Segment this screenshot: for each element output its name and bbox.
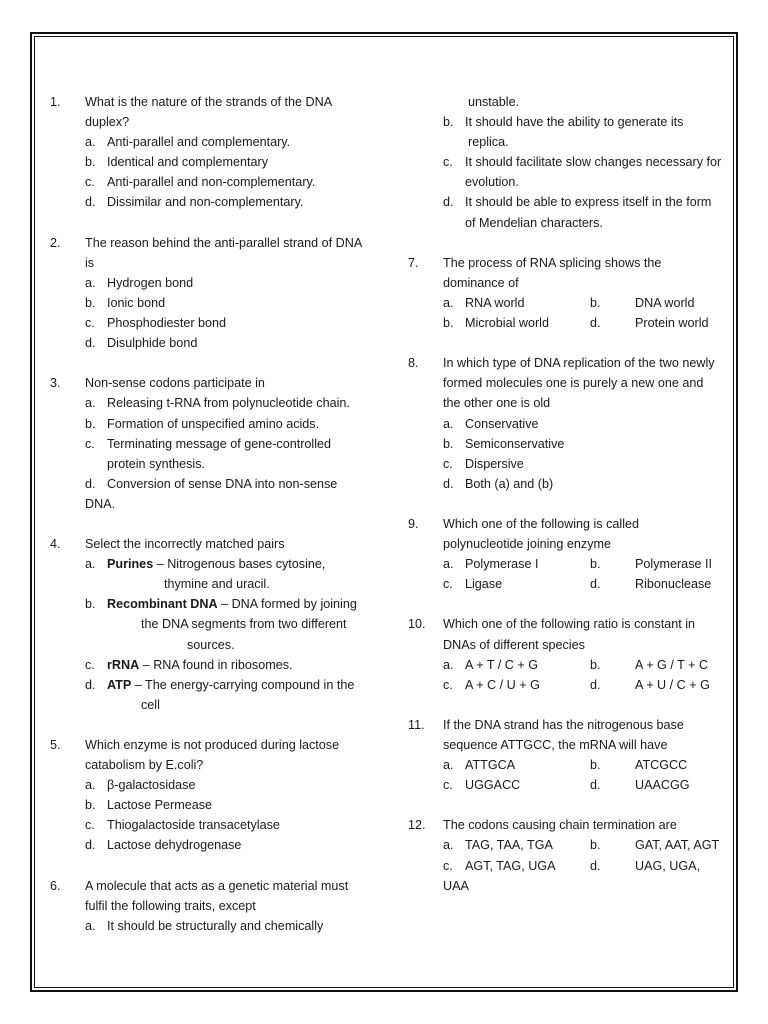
option-d: d. UAG, UGA, xyxy=(590,858,701,873)
term-rrna: rRNA xyxy=(107,657,140,672)
question-text: sequence ATTGCC, the mRNA will have xyxy=(443,738,668,752)
right-column xyxy=(408,92,728,896)
question-number: 2. xyxy=(50,235,61,250)
option-c: c. UGGACC xyxy=(443,778,521,793)
option-c: b. Microbial world xyxy=(443,316,549,331)
option-b: b. Polymerase II xyxy=(590,557,712,572)
option-a: a. It should be structurally and chemically xyxy=(85,918,324,933)
option-b: b. Identical and complementary xyxy=(85,155,269,170)
option-d-continued: of Mendelian characters. xyxy=(465,215,603,230)
option-d: d. Disulphide bond xyxy=(85,336,198,351)
option-a: a. Releasing t-RNA from polynucleotide chain. xyxy=(85,396,350,411)
option-c: c. Terminating message of gene-controlled xyxy=(85,436,332,451)
option-b-continued-2: sources. xyxy=(187,637,235,652)
question-text: A molecule that acts as a genetic material must xyxy=(85,878,349,893)
question-number: 4. xyxy=(50,537,61,552)
option-d: d. Lactose dehydrogenase xyxy=(85,838,242,853)
option-d: d. Dissimilar and non-complementary. xyxy=(85,195,304,210)
question-6-continued xyxy=(408,92,728,233)
question-text: dominance of xyxy=(443,275,519,290)
option-d: d. Conversion of sense DNA into non-sense xyxy=(85,476,338,491)
option-b: b. DNA world xyxy=(590,295,695,310)
option-b: b. Semiconservative xyxy=(443,436,565,451)
question-2 xyxy=(50,233,375,354)
question-10 xyxy=(408,614,728,694)
question-number: 5. xyxy=(50,738,61,752)
question-12 xyxy=(408,815,728,895)
question-text: Which one of the following ratio is constant in xyxy=(443,617,696,632)
option-b: b. Formation of unspecified amino acids. xyxy=(85,416,320,431)
option-a: a. Hydrogen bond xyxy=(85,275,194,290)
option-d: d. ATP – The energy-carrying compound in the xyxy=(85,677,355,692)
question-text: If the DNA strand has the nitrogenous base xyxy=(443,717,684,732)
question-number: 1. xyxy=(50,95,61,109)
option-c: c. Thiogalactoside transacetylase xyxy=(85,818,280,833)
question-7 xyxy=(408,253,728,333)
option-b: b. GAT, AAT, AGT xyxy=(590,838,720,853)
question-text: catabolism by E.coli? xyxy=(85,758,204,773)
option-c-continued: protein synthesis. xyxy=(107,456,206,471)
option-a: a. Anti-parallel and complementary. xyxy=(85,135,291,150)
question-text: What is the nature of the strands of the DNA xyxy=(85,95,333,109)
question-6 xyxy=(50,876,375,936)
option-b: b. Recombinant DNA – DNA formed by joining xyxy=(85,597,357,612)
option-d: d. Ribonuclease xyxy=(590,577,712,592)
option-c: c. It should facilitate slow changes necessary for xyxy=(443,155,722,170)
option-d: d. It should be able to express itself in the form xyxy=(443,195,712,210)
left-column xyxy=(50,92,375,936)
question-text: duplex? xyxy=(85,115,130,130)
option-b: b. Lactose Permease xyxy=(85,798,213,813)
option-a: a. Polymerase I xyxy=(443,557,539,572)
option-c: c. AGT, TAG, UGA xyxy=(443,858,556,873)
option-a: a. β-galactosidase xyxy=(85,778,196,793)
option-a: a. Purines – Nitrogenous bases cytosine, xyxy=(85,557,326,572)
term-recombinant-dna: Recombinant DNA xyxy=(107,597,218,612)
question-text: In which type of DNA replication of the two newly xyxy=(443,356,715,371)
option-a: a. TAG, TAA, TGA xyxy=(443,838,553,853)
question-text: fulfil the following traits, except xyxy=(85,898,256,913)
question-number: 10. xyxy=(408,617,426,632)
question-number: 9. xyxy=(408,516,419,531)
question-1 xyxy=(50,92,375,213)
option-a: a. RNA world xyxy=(443,295,525,310)
term-purines: Purines xyxy=(107,557,154,572)
question-number: 7. xyxy=(408,255,419,270)
question-text: polynucleotide joining enzyme xyxy=(443,537,612,552)
option-d: d. UAACGG xyxy=(590,778,690,793)
term-atp: ATP xyxy=(107,677,132,692)
question-number: 11. xyxy=(408,717,425,732)
option-d: d. Protein world xyxy=(590,316,709,331)
question-9 xyxy=(408,514,728,594)
question-text: The codons causing chain termination are xyxy=(443,818,677,833)
question-text: Non-sense codons participate in xyxy=(85,376,265,391)
question-text: The reason behind the anti-parallel strand of DNA xyxy=(85,235,363,250)
option-b: b. ATCGCC xyxy=(590,758,688,773)
option-b: b. Ionic bond xyxy=(85,295,166,310)
option-a: a. Conservative xyxy=(443,416,539,431)
question-8 xyxy=(408,353,728,494)
question-number: 8. xyxy=(408,356,419,371)
question-number: 12. xyxy=(408,818,426,833)
option-a: a. ATTGCA xyxy=(443,758,516,773)
question-number: 6. xyxy=(50,878,61,893)
question-text: The process of RNA splicing shows the xyxy=(443,255,662,270)
option-a-continued: unstable. xyxy=(468,95,520,109)
option-b-continued: replica. xyxy=(468,135,509,150)
question-text: formed molecules one is purely a new one and xyxy=(443,376,704,391)
question-number: 3. xyxy=(50,376,61,391)
option-c: c. Phosphodiester bond xyxy=(85,316,227,331)
option-d-continued: UAA xyxy=(443,878,469,893)
option-a-continued: thymine and uracil. xyxy=(164,577,270,592)
question-text: is xyxy=(85,255,95,270)
question-text: Which enzyme is not produced during lactose xyxy=(85,738,340,752)
option-c: c. A + C / U + G xyxy=(443,677,540,692)
option-d-continued: DNA. xyxy=(85,496,116,511)
question-3 xyxy=(50,373,375,514)
option-c: c. rRNA – RNA found in ribosomes. xyxy=(85,657,293,672)
option-c: c. Anti-parallel and non-complementary. xyxy=(85,175,316,190)
question-text: Select the incorrectly matched pairs xyxy=(85,537,285,552)
question-text: the other one is old xyxy=(443,396,551,411)
question-text: Which one of the following is called xyxy=(443,516,640,531)
question-4 xyxy=(50,534,375,715)
option-c: c. Ligase xyxy=(443,577,503,592)
option-b-continued: the DNA segments from two different xyxy=(141,617,347,632)
question-5 xyxy=(50,735,375,856)
option-d: d. Both (a) and (b) xyxy=(443,476,554,491)
option-d-continued: cell xyxy=(141,697,160,712)
option-a: a. A + T / C + G xyxy=(443,657,539,672)
option-b: b. It should have the ability to generate its xyxy=(443,115,684,130)
question-11 xyxy=(408,715,728,795)
option-c-continued: evolution. xyxy=(465,175,519,190)
option-b: b. A + G / T + C xyxy=(590,657,709,672)
option-c: c. Dispersive xyxy=(443,456,524,471)
question-text: DNAs of different species xyxy=(443,637,585,652)
option-d: d. A + U / C + G xyxy=(590,677,710,692)
